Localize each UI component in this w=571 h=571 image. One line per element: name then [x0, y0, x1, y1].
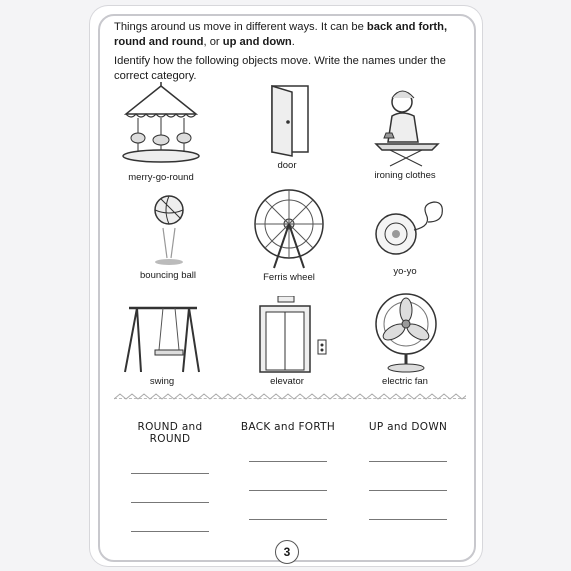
- intro-text: [114, 20, 466, 88]
- item-label: electric fan: [382, 376, 428, 387]
- category-up-down: [358, 421, 458, 520]
- item-label: ironing clothes: [374, 170, 436, 181]
- intro-bold-up-down: up and down: [222, 36, 292, 48]
- category-title: ROUND and ROUND: [137, 421, 203, 445]
- intro-paragraph: [114, 20, 466, 50]
- swing-icon: [119, 300, 205, 374]
- item-label: merry-go-round: [128, 172, 194, 183]
- ironing-icon: [362, 82, 448, 168]
- answer-line[interactable]: [249, 462, 327, 491]
- instruction: Identify how the following objects move. Write the names under the correct category.: [114, 55, 446, 82]
- answer-line[interactable]: [131, 445, 209, 474]
- item-door: [237, 82, 337, 171]
- item-ferris-wheel: [239, 186, 339, 283]
- ferris-wheel-icon: [246, 186, 332, 270]
- category-title: BACK and FORTH: [240, 421, 336, 433]
- page-number: 3: [275, 540, 299, 564]
- answer-line[interactable]: [249, 433, 327, 462]
- category-round: [120, 421, 220, 532]
- category-title: UP and DOWN: [368, 421, 448, 433]
- item-swing: [112, 300, 212, 387]
- intro-text-part: , or: [203, 36, 223, 48]
- answer-section: [114, 398, 466, 539]
- yoyo-icon: [362, 196, 448, 264]
- category-back-forth: [238, 421, 338, 520]
- item-elevator: [237, 296, 337, 387]
- item-bouncing-ball: [118, 192, 218, 281]
- intro-bold-back-forth: back and forth,: [366, 21, 448, 33]
- intro-text-part: .: [291, 36, 295, 48]
- merry-go-round-icon: [118, 82, 204, 170]
- intro-bold-round: round and round: [114, 36, 204, 48]
- door-icon: [244, 82, 330, 158]
- item-label: yo-yo: [393, 266, 417, 277]
- answer-line[interactable]: [369, 491, 447, 520]
- item-label: bouncing ball: [140, 270, 196, 281]
- answer-line[interactable]: [131, 474, 209, 503]
- answer-line[interactable]: [369, 462, 447, 491]
- item-ironing-clothes: [355, 82, 455, 181]
- item-label: elevator: [270, 376, 304, 387]
- answer-line[interactable]: [249, 491, 327, 520]
- item-merry-go-round: [111, 82, 211, 183]
- item-label: door: [277, 160, 297, 171]
- ball-icon: [125, 192, 211, 268]
- answer-line[interactable]: [131, 503, 209, 532]
- zigzag-divider: [114, 393, 466, 405]
- fan-icon: [362, 290, 448, 374]
- answer-line[interactable]: [369, 433, 447, 462]
- item-yo-yo: [355, 196, 455, 277]
- item-label: swing: [149, 376, 175, 387]
- item-electric-fan: [355, 290, 455, 387]
- intro-text-part: Things around us move in different ways. It can be: [114, 21, 367, 33]
- elevator-icon: [244, 296, 330, 374]
- item-label: Ferris wheel: [263, 272, 315, 283]
